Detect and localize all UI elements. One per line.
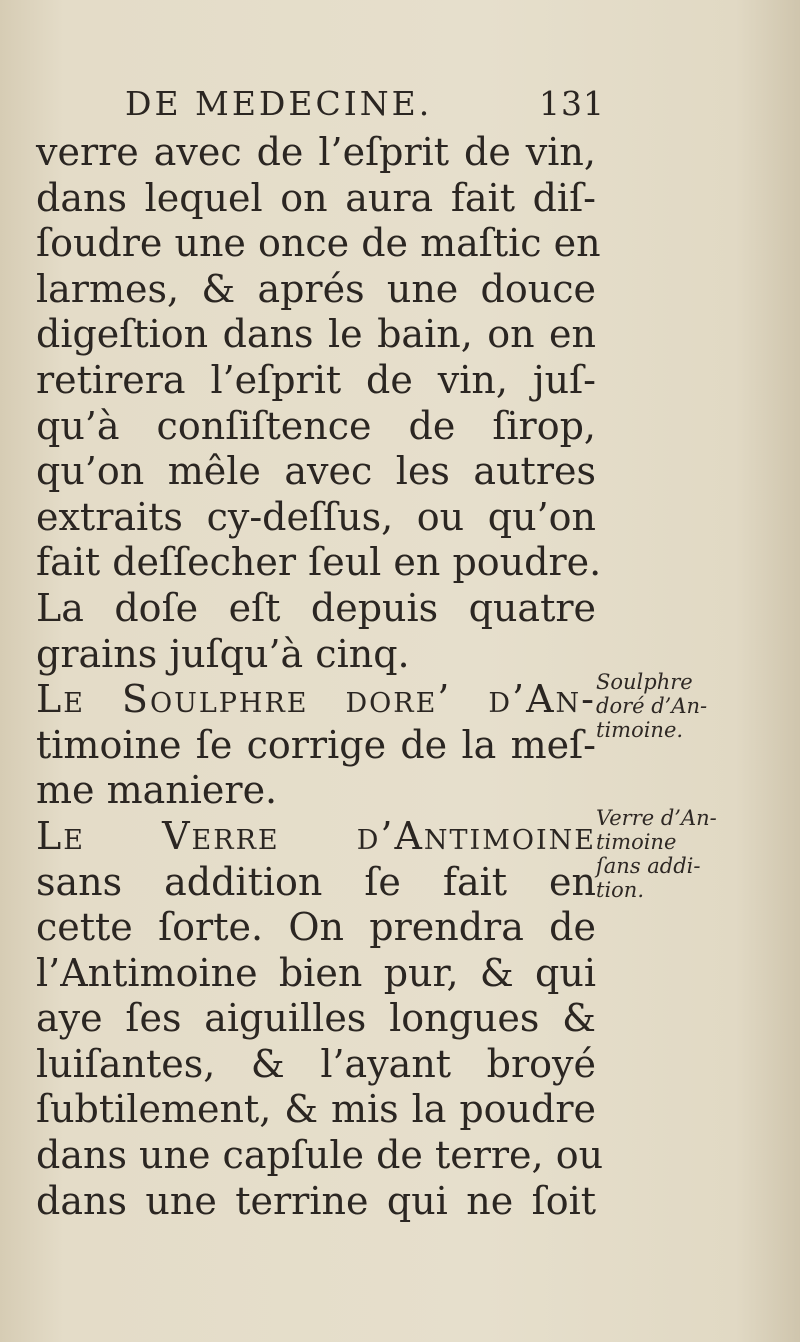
- text-line: larmes, & aprés une douce: [36, 266, 596, 311]
- section-heading-soulphre: Le Soulphre dore’ d’An-: [36, 677, 596, 722]
- running-title: DE MEDECINE.: [125, 84, 433, 123]
- text-line: extraits cy-deſſus, ou qu’on: [36, 494, 596, 539]
- text-line: digeſtion dans le bain, on en: [36, 312, 596, 357]
- page-header: [125, 84, 605, 128]
- text-line: verre avec de l’eſprit de vin,: [36, 130, 596, 174]
- body-text: [36, 130, 604, 1224]
- text-line: aye ſes aiguilles longues &: [36, 996, 596, 1041]
- margin-note-soulphre: Soulphre doré d’An- timoine.: [596, 670, 708, 742]
- text-line: l’Antimoine bien pur, & qui: [36, 950, 596, 995]
- text-line: dans lequel on aura fait diſ-: [36, 175, 596, 220]
- text-line: timoine ſe corrige de la meſ-: [36, 722, 596, 767]
- text-line: me maniere.: [36, 768, 278, 813]
- section-heading-verre: Le Verre d’Antimoine: [36, 813, 596, 858]
- text-line: dans une capſule de terre, ou: [36, 1133, 604, 1178]
- text-line: fait deſſecher ſeul en poudre.: [36, 540, 602, 585]
- page-number: 131: [539, 84, 605, 123]
- text-line: sans addition ſe fait en: [36, 859, 596, 904]
- text-line: La doſe eſt depuis quatre: [36, 585, 596, 630]
- text-line: grains juſqu’à cinq.: [36, 631, 410, 676]
- text-line: retirera l’eſprit de vin, juſ-: [36, 357, 596, 402]
- text-line: cette ſorte. On prendra de: [36, 905, 596, 950]
- text-line: ſubtilement, & mis la poudre: [36, 1087, 596, 1132]
- text-line: qu’à conſiſtence de ſirop,: [36, 403, 596, 448]
- text-line: ſoudre une once de maſtic en: [36, 221, 601, 266]
- text-line: dans une terrine qui ne ſoit: [36, 1178, 596, 1223]
- text-line: qu’on mêle avec les autres: [36, 449, 596, 494]
- margin-note-verre: Verre d’An- timoine ſans addi- tion.: [596, 806, 717, 902]
- text-line: luiſantes, & l’ayant broyé: [36, 1041, 596, 1086]
